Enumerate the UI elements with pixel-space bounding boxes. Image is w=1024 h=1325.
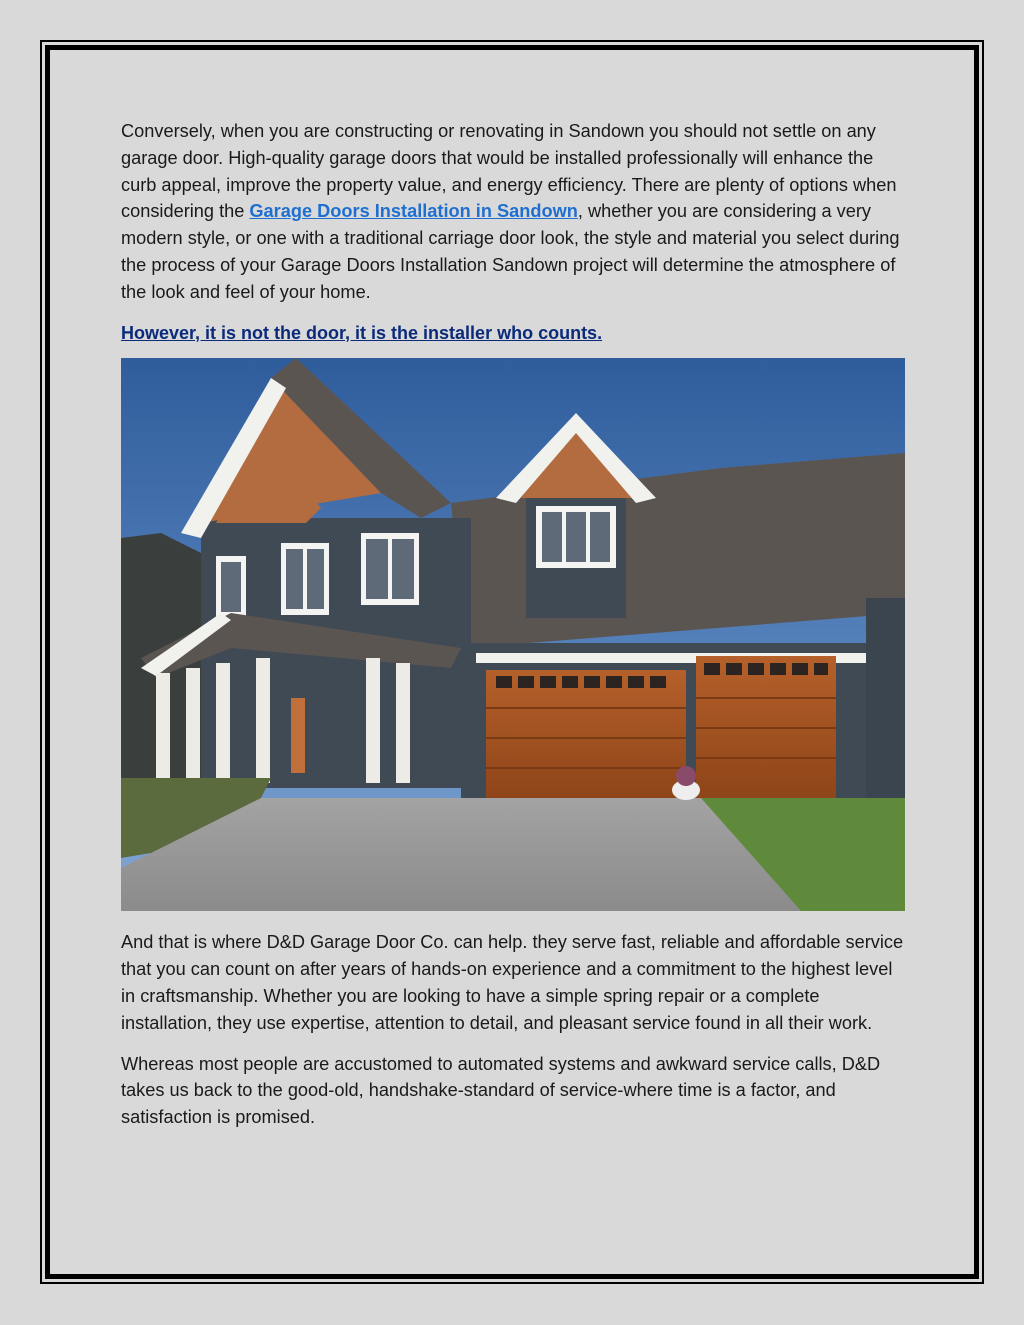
garage-doors-installation-link[interactable]: Garage Doors Installation in Sandown (249, 201, 578, 222)
document-body (121, 118, 911, 1131)
intro-text-start: Conversely, when you are constructing or renovating in Sandown you should not settle on any garage door. High-quality garage doors that would be installed professionally will enhance the curb appeal, improve the property value, and energy efficiency. There are plenty of options when considering the (121, 121, 897, 222)
service-paragraph: Whereas most people are accustomed to automated systems and awkward service calls, D&D takes us back to the good-old, handshake-standard of service-where time is a factor, and satisfaction is promised. (121, 1053, 881, 1128)
house-garage-photo (121, 358, 905, 911)
dd-garage-paragraph: And that is where D&D Garage Door Co. can help. they serve fast, reliable and affordable service that you can count on after years of hands-on experience and a commitment to the highest level in craftsmanship. Whether you are looking to have a simple spring repair or a complete installation, they use expertise, attention to detail, and pleasant service found in all their work. (121, 932, 904, 1033)
intro-text-end: , whether you are considering a very modern style, or one with a traditional carriage door look, the style and material you select during the process of your Garage Doors Installation Sandown project will determine the atmosphere of the look and feel of your home. (121, 201, 900, 302)
intro-paragraph (121, 118, 911, 306)
installer-heading-link[interactable]: However, it is not the door, it is the installer who counts. (121, 322, 603, 343)
